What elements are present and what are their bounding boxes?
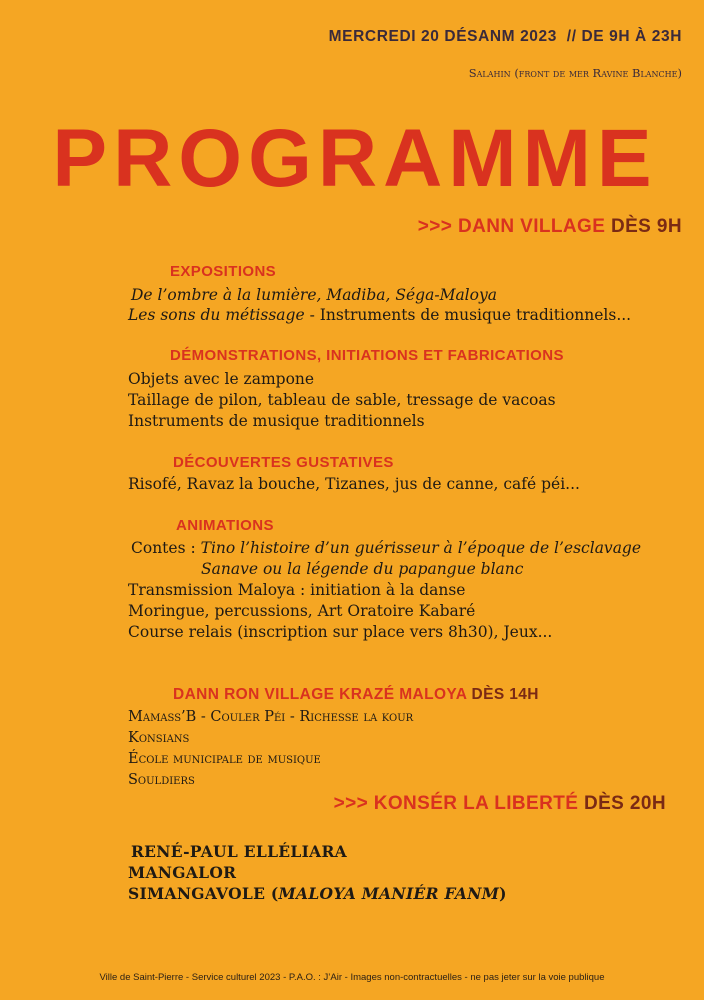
konser-banner: [334, 793, 666, 815]
gustatives-heading: DÉCOUVERTES GUSTATIVES: [173, 454, 394, 471]
expositions-heading: EXPOSITIONS: [170, 263, 277, 280]
village-banner-label: >>> DANN VILLAGE: [417, 216, 606, 237]
ron-village-line: Konsians: [128, 730, 190, 746]
animations-contes-label: Contes :: [131, 539, 201, 557]
animations-line: Moringue, percussions, Art Oratoire Kabaré: [128, 602, 476, 620]
artist-3-end: ): [499, 884, 507, 903]
page-title: PROGRAMME: [52, 113, 658, 204]
demonstrations-line: Instruments de musique traditionnels: [128, 412, 425, 430]
ron-village-line: École municipale de musique: [128, 751, 321, 767]
animations-conte-2: Sanave ou la légende du papangue blanc: [201, 560, 524, 578]
event-hours: // DE 9H À 23H: [566, 28, 682, 45]
ron-village-line: Mamass’B - Couler Péi - Richesse la kour: [128, 709, 414, 725]
expositions-line-2-rest: - Instruments de musique traditionnels...: [304, 306, 632, 324]
konser-banner-label: >>> KONSÉR LA LIBERTÉ: [333, 793, 579, 814]
expositions-line-2: [128, 306, 631, 324]
artist-name: [128, 884, 507, 903]
animations-conte-1: Tino l’histoire d’un guérisseur à l’époque de l’esclavage: [200, 539, 642, 557]
animations-contes-line-1: [131, 539, 641, 557]
village-banner-time: DÈS 9H: [610, 216, 682, 237]
expositions-line-1: De l’ombre à la lumière, Madiba, Séga-Maloya: [131, 286, 497, 304]
artist-name: MANGALOR: [128, 863, 237, 882]
artist-3-main: SIMANGAVOLE (: [128, 884, 279, 903]
ron-village-heading-time: DÈS 14H: [471, 686, 539, 703]
expositions-line-2-title: Les sons du métissage: [128, 306, 305, 324]
event-date: MERCREDI 20 DÉSANM 2023: [328, 28, 557, 45]
artist-name: RENÉ-PAUL ELLÉLIARA: [131, 842, 347, 861]
animations-line: Course relais (inscription sur place vers 8h30), Jeux...: [128, 623, 553, 641]
demonstrations-line: Taillage de pilon, tableau de sable, tressage de vacoas: [128, 391, 556, 409]
gustatives-line: Risofé, Ravaz la bouche, Tizanes, jus de canne, café péi...: [128, 475, 580, 493]
animations-line: Transmission Maloya : initiation à la danse: [128, 581, 466, 599]
footer-credits: Ville de Saint-Pierre - Service culturel 2023 - P.A.O. : J’Air - Images non-contractuelles - ne pas jeter sur la voie publique: [99, 972, 605, 983]
ron-village-line: Souldiers: [128, 772, 195, 788]
event-place: Salahin (front de mer Ravine Blanche): [468, 66, 682, 80]
ron-village-heading: [173, 686, 539, 704]
ron-village-heading-label: DANN RON VILLAGE KRAZÉ MALOYA: [173, 686, 467, 703]
demonstrations-heading: DÉMONSTRATIONS, INITIATIONS ET FABRICATIONS: [170, 347, 564, 364]
village-banner: [418, 216, 682, 238]
animations-heading: ANIMATIONS: [176, 517, 274, 534]
konser-banner-time: DÈS 20H: [583, 793, 666, 814]
artist-3-italic: MALOYA MANIÉR FANM: [278, 884, 500, 903]
demonstrations-line: Objets avec le zampone: [128, 370, 315, 388]
event-date-line: [329, 28, 682, 46]
